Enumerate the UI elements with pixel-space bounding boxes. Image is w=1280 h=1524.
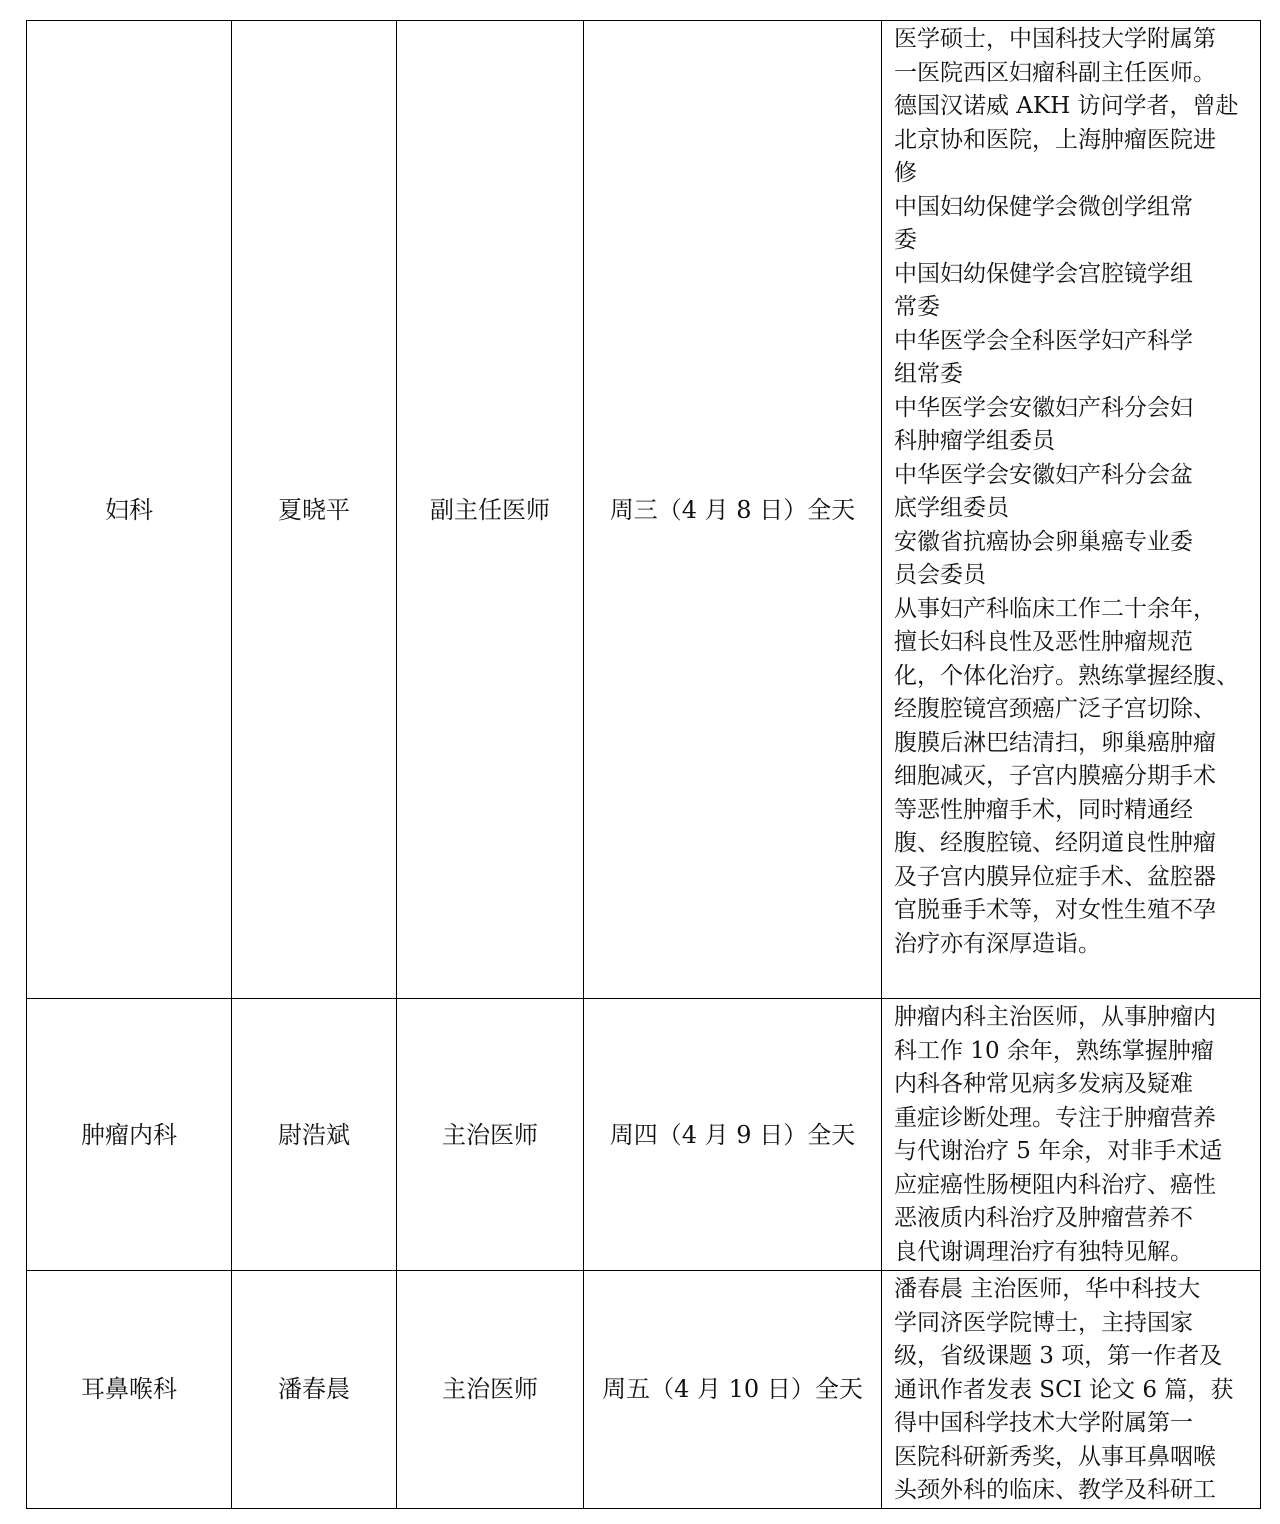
department-cell: 耳鼻喉科 [27, 1271, 232, 1509]
description-line: 中华医学会全科医学妇产科学 [894, 327, 1193, 354]
doctor-title-cell: 主治医师 [397, 999, 584, 1271]
description-line: 中国妇幼保健学会微创学组常 [894, 193, 1193, 220]
description-line: 委 [894, 227, 917, 253]
doctor-name-cell: 夏晓平 [232, 21, 397, 999]
description-line: 北京协和医院，上海肿瘤医院进 [894, 126, 1216, 153]
description-line: 腹膜后淋巴结清扫，卵巢癌肿瘤 [894, 729, 1216, 756]
doctor-description-cell [882, 1271, 1261, 1509]
table-row [27, 999, 1261, 1271]
table-row [27, 21, 1261, 999]
description-line: 细胞减灭，子宫内膜癌分期手术 [894, 763, 1216, 789]
description-line: 底学组委员 [894, 495, 1009, 521]
doctor-title-cell: 副主任医师 [397, 21, 584, 999]
doctor-name-cell: 尉浩斌 [232, 999, 397, 1271]
description-line: 官脱垂手术等，对女性生殖不孕 [894, 897, 1216, 923]
description-line: 通讯作者发表 SCI 论文 6 篇，获 [894, 1376, 1234, 1403]
table-row [27, 1271, 1261, 1509]
description-line: 良代谢调理治疗有独特见解。 [894, 1238, 1193, 1265]
description-line: 修 [894, 160, 917, 186]
description-line: 应症癌性肠梗阻内科治疗、癌性 [894, 1171, 1216, 1198]
doctor-description-cell [882, 999, 1261, 1271]
schedule-cell: 周三（4 月 8 日）全天 [584, 21, 882, 999]
schedule-cell: 周四（4 月 9 日）全天 [584, 999, 882, 1271]
description-line: 肿瘤内科主治医师，从事肿瘤内 [894, 1004, 1216, 1030]
description-line: 员会委员 [894, 562, 986, 588]
description-line: 科工作 10 余年，熟练掌握肿瘤 [894, 1037, 1214, 1064]
description-line: 组常委 [894, 361, 963, 387]
description-line: 级，省级课题 3 项，第一作者及 [894, 1343, 1223, 1369]
description-line: 与代谢治疗 5 年余，对非手术适 [894, 1138, 1223, 1164]
doctor-name-cell: 潘春晨 [232, 1271, 397, 1509]
description-line: 内科各种常见病多发病及疑难 [894, 1071, 1193, 1097]
description-line: 常委 [894, 294, 940, 320]
description-line: 经腹腔镜宫颈癌广泛子宫切除、 [894, 696, 1216, 722]
description-line: 潘春晨 主治医师，华中科技大 [894, 1276, 1201, 1302]
description-line: 擅长妇科良性及恶性肿瘤规范 [894, 629, 1193, 655]
description-line: 安徽省抗癌协会卵巢癌专业委 [894, 528, 1193, 555]
doctor-title-cell: 主治医师 [397, 1271, 584, 1509]
description-line: 化，个体化治疗。熟练掌握经腹、 [894, 662, 1239, 689]
description-line: 从事妇产科临床工作二十余年， [894, 595, 1216, 622]
description-line: 医学硕士，中国科技大学附属第 [894, 26, 1216, 52]
description-line: 等恶性肿瘤手术，同时精通经 [894, 796, 1193, 823]
description-line: 中国妇幼保健学会宫腔镜学组 [894, 260, 1193, 287]
description-line: 一医院西区妇瘤科副主任医师。 [894, 59, 1216, 86]
description-line: 德国汉诺威 AKH 访问学者，曾赴 [894, 93, 1239, 119]
description-line: 科肿瘤学组委员 [894, 428, 1055, 454]
description-line: 得中国科学技术大学附属第一 [894, 1410, 1193, 1436]
description-line: 治疗亦有深厚造诣。 [894, 930, 1101, 957]
department-cell: 肿瘤内科 [27, 999, 232, 1271]
description-line: 恶液质内科治疗及肿瘤营养不 [894, 1205, 1193, 1231]
schedule-cell: 周五（4 月 10 日）全天 [584, 1271, 882, 1509]
description-line: 中华医学会安徽妇产科分会盆 [894, 461, 1193, 488]
description-line: 医院科研新秀奖，从事耳鼻咽喉 [894, 1443, 1216, 1470]
description-line: 重症诊断处理。专注于肿瘤营养 [894, 1104, 1216, 1131]
description-line: 中华医学会安徽妇产科分会妇 [894, 394, 1193, 421]
doctor-description-cell [882, 21, 1261, 999]
description-line: 及子宫内膜异位症手术、盆腔器 [894, 863, 1216, 890]
description-line: 头颈外科的临床、教学及科研工 [894, 1477, 1216, 1503]
description-line: 学同济医学院博士，主持国家 [894, 1309, 1193, 1336]
doctor-schedule-table [26, 20, 1261, 1509]
description-line: 腹、经腹腔镜、经阴道良性肿瘤 [894, 830, 1216, 856]
department-cell: 妇科 [27, 21, 232, 999]
